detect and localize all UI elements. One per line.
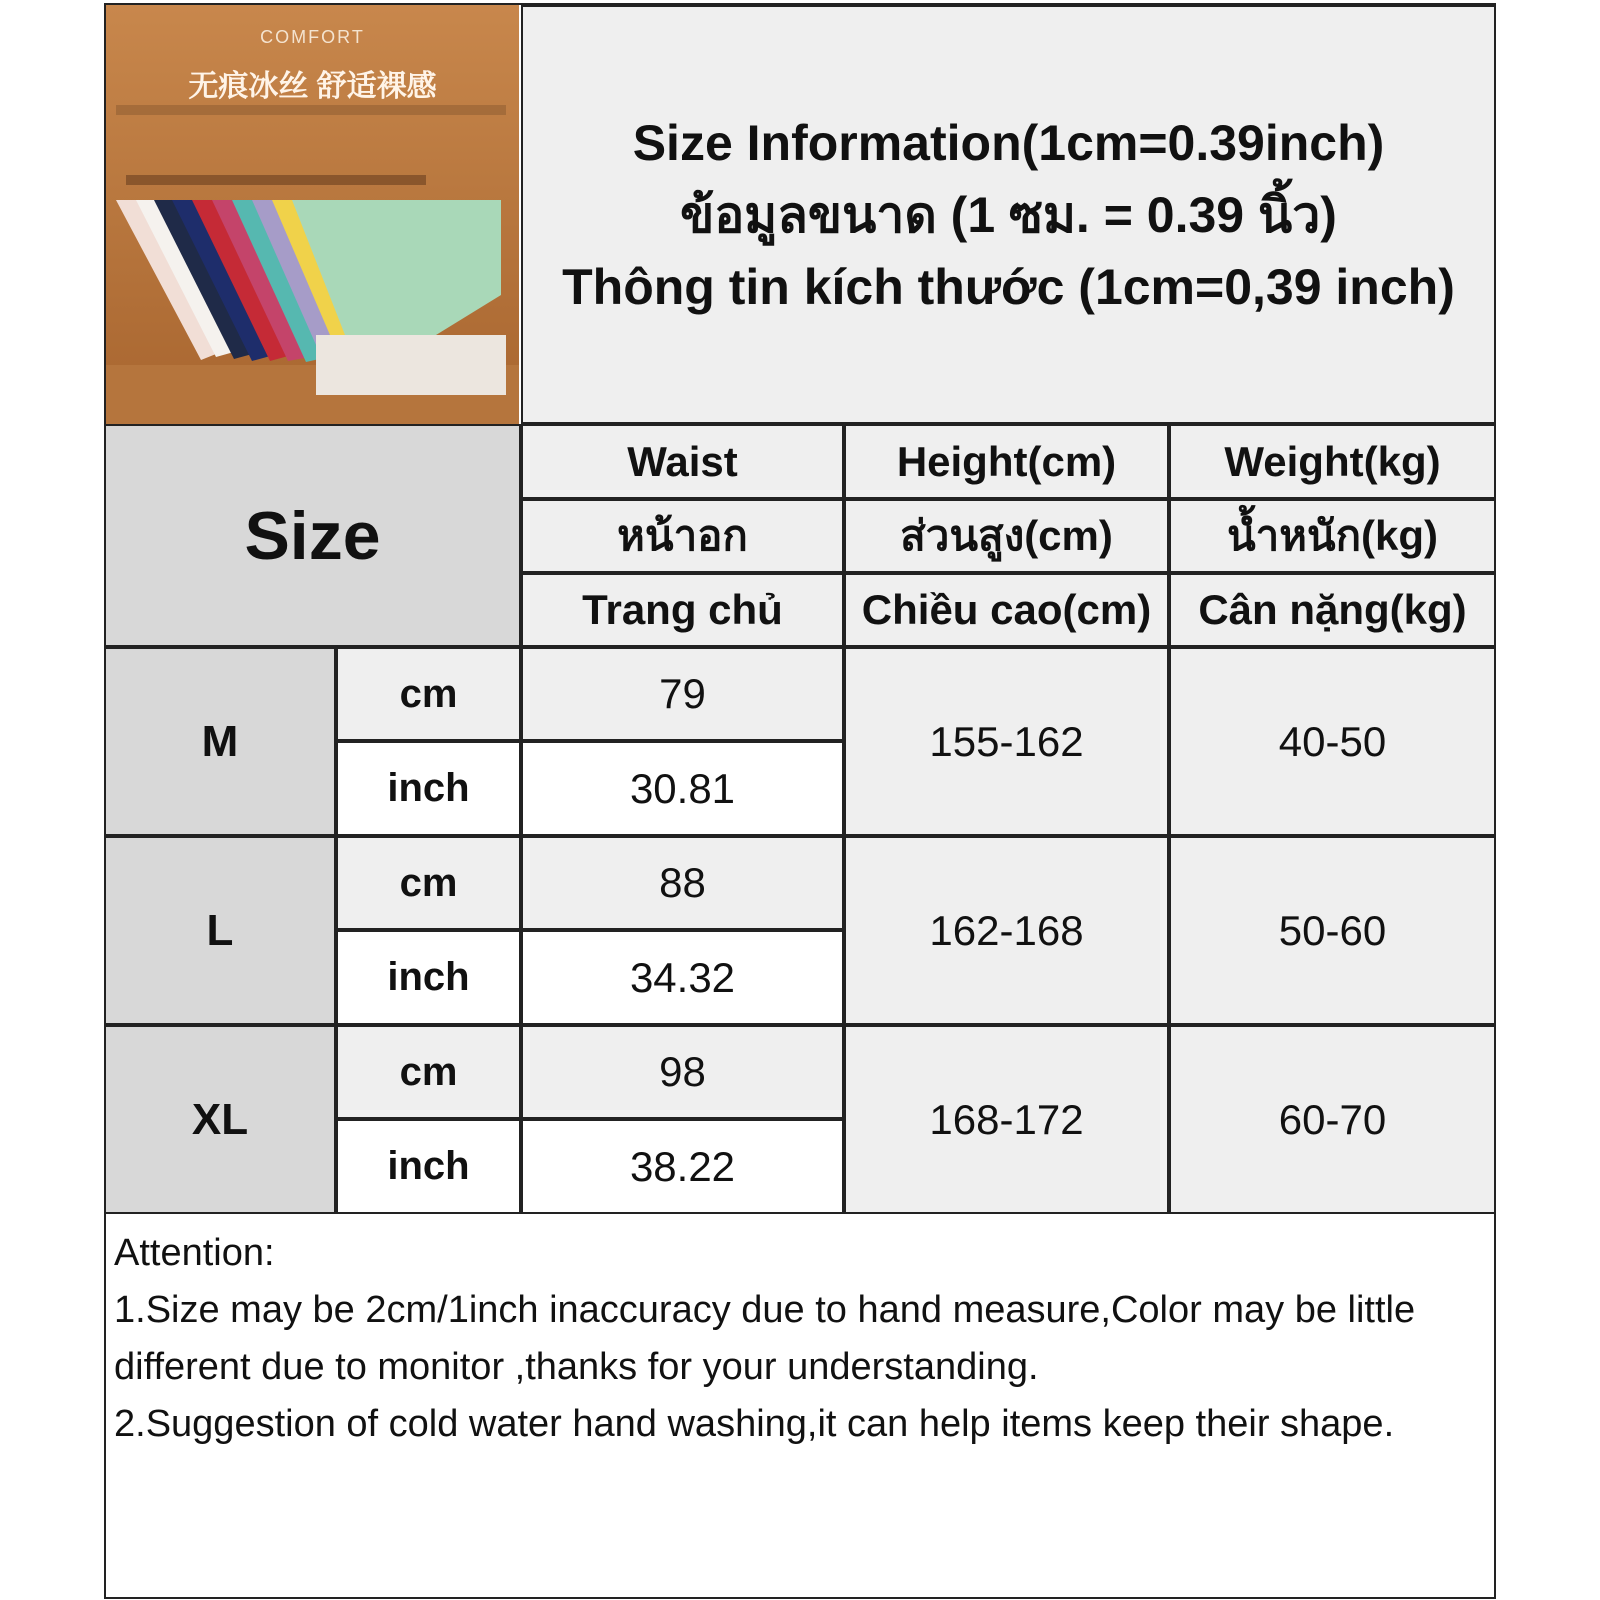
size-m-waist-cm: 79 [521, 647, 844, 741]
size-header: Size [244, 497, 381, 574]
size-l-waist-cm: 88 [521, 836, 844, 930]
size-xl-unit-cm: cm [336, 1025, 521, 1119]
product-photo [106, 5, 519, 424]
photo-badge: COMFORT [260, 27, 365, 47]
size-xl-weight: 60-70 [1169, 1025, 1496, 1214]
size-l-waist-inch: 34.32 [521, 930, 844, 1025]
size-l-unit-cm: cm [336, 836, 521, 930]
weight-header-vi: Cân nặng(kg) [1169, 573, 1496, 647]
size-l-height: 162-168 [844, 836, 1169, 1025]
height-header-th: ส่วนสูง(cm) [844, 499, 1169, 573]
size-xl-waist-cm: 98 [521, 1025, 844, 1119]
photo-headline: 无痕冰丝 舒适裸感 [188, 70, 437, 103]
size-l-label: L [104, 836, 336, 1025]
size-l-unit-inch: inch [336, 930, 521, 1025]
size-m-weight: 40-50 [1169, 647, 1496, 836]
size-m-unit-inch: inch [336, 741, 521, 836]
title-vietnamese: Thông tin kích thước (1cm=0,39 inch) [562, 258, 1455, 315]
height-header-en: Height(cm) [844, 424, 1169, 499]
size-xl-label: XL [104, 1025, 336, 1214]
size-m-waist-inch: 30.81 [521, 741, 844, 836]
underwear-illustration [106, 5, 519, 424]
attention-note-1: 1.Size may be 2cm/1inch inaccuracy due to hand measure,Color may be little different due to monitor ,thanks for your understanding. [114, 1289, 1426, 1388]
attention-notes [106, 1221, 1494, 1597]
size-header-cell [104, 424, 521, 647]
title-english: Size Information(1cm=0.39inch) [632, 114, 1385, 171]
size-m-height: 155-162 [844, 647, 1169, 836]
size-xl-waist-inch: 38.22 [521, 1119, 844, 1214]
size-xl-unit-inch: inch [336, 1119, 521, 1214]
waist-header-en: Waist [521, 424, 844, 499]
size-information-title [521, 5, 1496, 424]
size-m-label: M [104, 647, 336, 836]
size-xl-height: 168-172 [844, 1025, 1169, 1214]
height-header-vi: Chiều cao(cm) [844, 573, 1169, 647]
waist-header-vi: Trang chủ [521, 573, 844, 647]
weight-header-en: Weight(kg) [1169, 424, 1496, 499]
waist-header-th: หน้าอก [521, 499, 844, 573]
size-l-weight: 50-60 [1169, 836, 1496, 1025]
attention-note-2: 2.Suggestion of cold water hand washing,it can help items keep their shape. [114, 1403, 1395, 1445]
attention-heading: Attention: [114, 1232, 275, 1274]
weight-header-th: น้ำหนัก(kg) [1169, 499, 1496, 573]
title-thai: ข้อมูลขนาด (1 ซม. = 0.39 นิ้ว) [680, 186, 1337, 243]
size-m-unit-cm: cm [336, 647, 521, 741]
